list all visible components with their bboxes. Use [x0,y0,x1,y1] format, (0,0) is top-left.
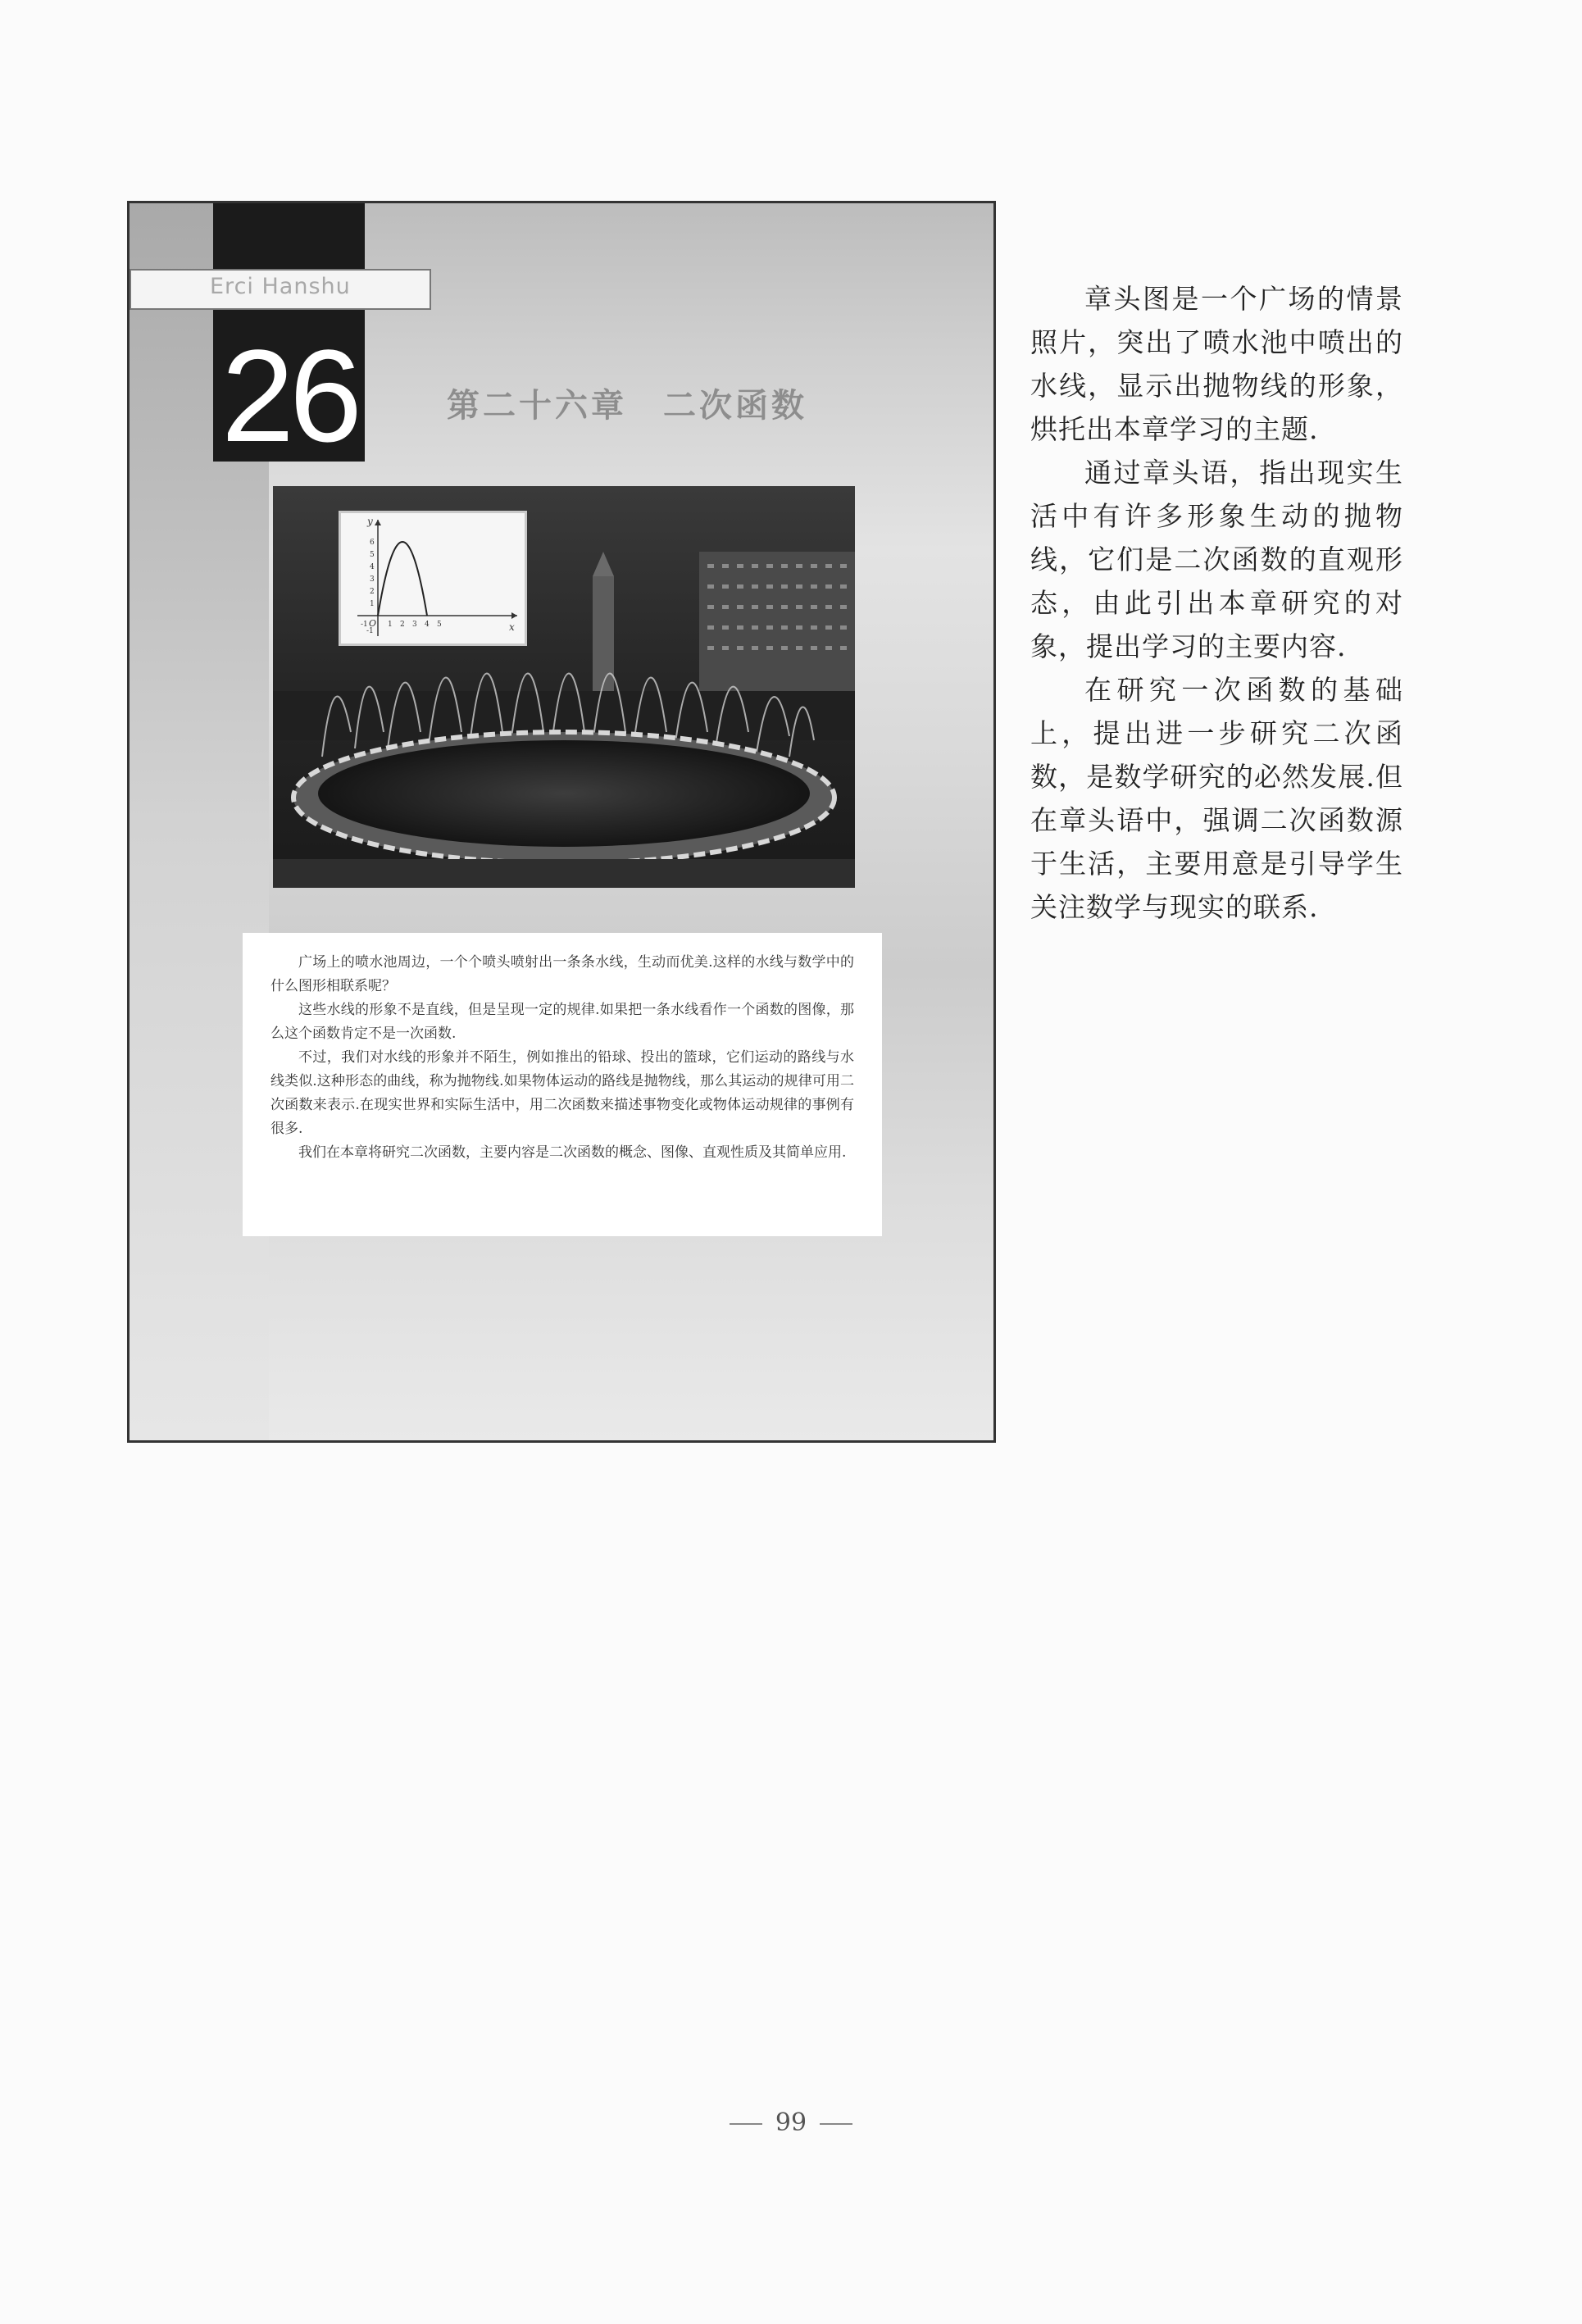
y-tick: 2 [370,588,375,596]
footer-dash [820,2123,852,2125]
page-footer [0,2108,1582,2137]
y-tick: 1 [370,600,375,608]
intro-paragraph: 我们在本章将研究二次函数，主要内容是二次函数的概念、图像、直观性质及其简单应用. [298,1144,847,1161]
intro-paragraph: 这些水线的形象不是直线，但是呈现一定的规律.如果把一条水线看作一个函数的图像，那么这个函数肯定不是一次函数. [270,1002,854,1042]
teacher-side-note [1030,277,1403,929]
x-axis-label: x [509,621,515,633]
chapter-pinyin: Erci Hanshu [210,274,351,299]
x-tick: -1 [361,621,368,629]
page-number: 99 [775,2108,807,2137]
chapter-title: 第二十六章 二次函数 [447,387,807,425]
intro-paragraph: 广场上的喷水池周边，一个个喷头喷射出一条条水线，生动而优美.这样的水线与数学中的什么图形相联系呢？ [270,954,854,994]
y-tick: 3 [370,575,375,584]
side-note-paragraph: 在研究一次函数的基础上，提出进一步研究二次函数，是数学研究的必然发展.但在章头语中，强调二次函数源于生活，主要用意是引导学生关注数学与现实的联系. [1030,674,1403,923]
intro-paragraph: 不过，我们对水线的形象并不陌生，例如推出的铅球、投出的篮球，它们运动的路线与水线类似.这种形态的曲线，称为抛物线.如果物体运动的路线是抛物线，那么其运动的规律可用二次函数来表示.在现实世界和实际生活中，用二次函数来描述事物变化或物体运动规律的事例有很多. [270,1049,854,1137]
chapter-intro [243,933,882,1236]
x-tick: 1 [388,621,393,629]
y-axis-label: y [367,516,373,527]
origin-label: O [369,618,377,629]
chapter-opener-figure [127,201,996,1443]
x-tick: 4 [425,621,430,629]
side-note-paragraph: 通过章头语，指出现实生活中有许多形象生动的抛物线，它们是二次函数的直观形态，由此引出本章研究的对象，提出学习的主要内容. [1030,457,1403,662]
fountain-photo [273,486,855,888]
parabola-curve [378,542,427,616]
x-tick: 2 [400,621,405,629]
y-tick: 5 [370,551,375,559]
y-tick: -1 [366,627,374,635]
footer-dash [730,2123,762,2125]
chapter-number: 26 [221,322,357,469]
side-note-paragraph: 章头图是一个广场的情景照片，突出了喷水池中喷出的水线，显示出抛物线的形象，烘托出本章学习的主题. [1030,283,1403,445]
x-tick: 5 [437,621,442,629]
parabola-graph [339,511,527,646]
y-tick: 4 [370,563,375,571]
y-tick: 6 [370,539,375,547]
x-tick: 3 [412,621,417,629]
